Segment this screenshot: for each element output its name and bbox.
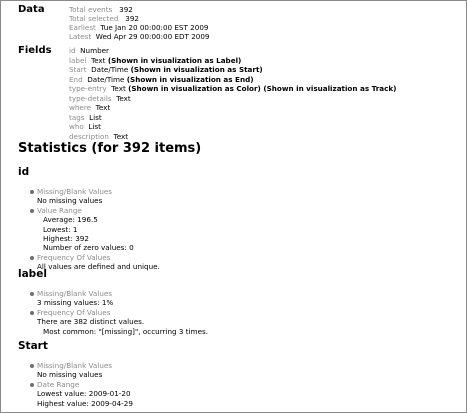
bullet-icon xyxy=(30,364,34,368)
data-key: Earliest xyxy=(69,23,96,32)
field-note: (Shown in visualization as Label) xyxy=(107,55,242,65)
field-type: Date/Time xyxy=(91,65,129,74)
data-value: 392 xyxy=(125,14,139,23)
bullet-icon xyxy=(30,311,34,315)
bullet-icon xyxy=(30,292,34,296)
field-row-type-details xyxy=(69,94,131,104)
field-row-id xyxy=(69,46,109,56)
field-key: who xyxy=(69,122,84,131)
stat-line: All values are defined and unique. xyxy=(37,262,160,272)
stat-group-title-id: id xyxy=(18,166,30,178)
field-key: description xyxy=(69,131,109,141)
field-key: label xyxy=(69,55,87,65)
stat-line: Average: 196.5 xyxy=(43,215,98,225)
stat-item-frequency-id xyxy=(37,253,160,272)
stat-item-title: Date Range xyxy=(37,379,80,389)
stat-item-missing-label xyxy=(37,289,113,308)
stat-line: 3 missing values: 1% xyxy=(37,298,114,308)
field-key: End xyxy=(69,74,83,84)
stat-item-title: Frequency Of Values xyxy=(37,252,111,262)
stat-item-date-range-start xyxy=(37,380,133,408)
field-type: Number xyxy=(80,46,110,55)
data-value: Wed Apr 29 00:00:00 EDT 2009 xyxy=(95,32,210,41)
field-row-who xyxy=(69,122,101,132)
bullet-icon xyxy=(30,383,34,387)
bullet-icon xyxy=(30,256,34,260)
stat-line: Highest value: 2009-04-29 xyxy=(37,398,133,408)
field-type: Text xyxy=(90,55,106,65)
field-row-description xyxy=(69,132,128,142)
stat-item-title: Missing/Blank Values xyxy=(37,361,113,370)
stat-line: Number of zero values: 0 xyxy=(43,243,134,253)
field-row-tags xyxy=(69,113,102,123)
field-type: List xyxy=(89,112,102,122)
field-key: id xyxy=(69,46,76,55)
bullet-icon xyxy=(30,209,34,213)
field-type: Date/Time xyxy=(87,74,125,84)
field-type: Text xyxy=(116,93,131,103)
field-type: Text xyxy=(111,84,126,93)
field-row-end xyxy=(69,75,254,85)
stat-group-title-label: label xyxy=(18,268,47,280)
stat-item-title: Value Range xyxy=(37,205,82,215)
data-key: Latest xyxy=(69,32,92,41)
field-key: type-details xyxy=(69,93,112,103)
field-row-type-entry xyxy=(69,84,396,94)
stat-item-title: Frequency Of Values xyxy=(37,307,111,317)
field-row-where xyxy=(69,103,110,113)
stat-line: Most common: "[missing]", occurring 3 times. xyxy=(43,326,209,336)
stat-item-title: Missing/Blank Values xyxy=(37,289,113,298)
data-value: 392 xyxy=(119,5,133,14)
field-type: Text xyxy=(113,131,129,141)
field-type: Text xyxy=(95,103,111,112)
bullet-icon xyxy=(30,190,34,194)
field-note: (Shown in visualization as Start) xyxy=(130,65,263,74)
stat-item-range-id xyxy=(37,206,134,253)
stat-line: Highest: 392 xyxy=(43,234,89,244)
data-row-latest xyxy=(69,32,210,42)
field-key: Start xyxy=(69,65,87,74)
data-section-label: Data xyxy=(18,4,45,15)
stat-line: Lowest: 1 xyxy=(43,224,78,234)
stat-item-missing-id xyxy=(37,187,112,206)
stat-line: No missing values xyxy=(37,196,103,206)
field-key: type-entry xyxy=(69,84,107,93)
field-type: List xyxy=(88,122,101,131)
field-key: tags xyxy=(69,112,85,122)
field-note: (Shown in visualization as End) xyxy=(126,74,254,84)
fields-section-label: Fields xyxy=(18,45,52,56)
stat-item-title: Missing/Blank Values xyxy=(37,187,113,196)
statistics-title: Statistics (for 392 items) xyxy=(18,141,202,156)
data-key: Total selected xyxy=(69,14,119,23)
stat-line: Lowest value: 2009-01-20 xyxy=(37,389,131,399)
stat-line: There are 382 distinct values. xyxy=(37,317,145,327)
stat-line: No missing values xyxy=(37,370,103,380)
data-key: Total events xyxy=(69,5,113,14)
stat-group-title-start: Start xyxy=(18,340,48,352)
data-value: Tue Jan 20 00:00:00 EST 2009 xyxy=(100,23,209,32)
stat-item-frequency-label xyxy=(37,308,208,336)
field-row-start xyxy=(69,65,263,75)
field-row-label xyxy=(69,56,241,66)
field-note: (Shown in visualization as Color) (Shown in visualization as Track) xyxy=(128,84,397,93)
field-key: where xyxy=(69,103,92,112)
stat-item-missing-start xyxy=(37,361,112,380)
